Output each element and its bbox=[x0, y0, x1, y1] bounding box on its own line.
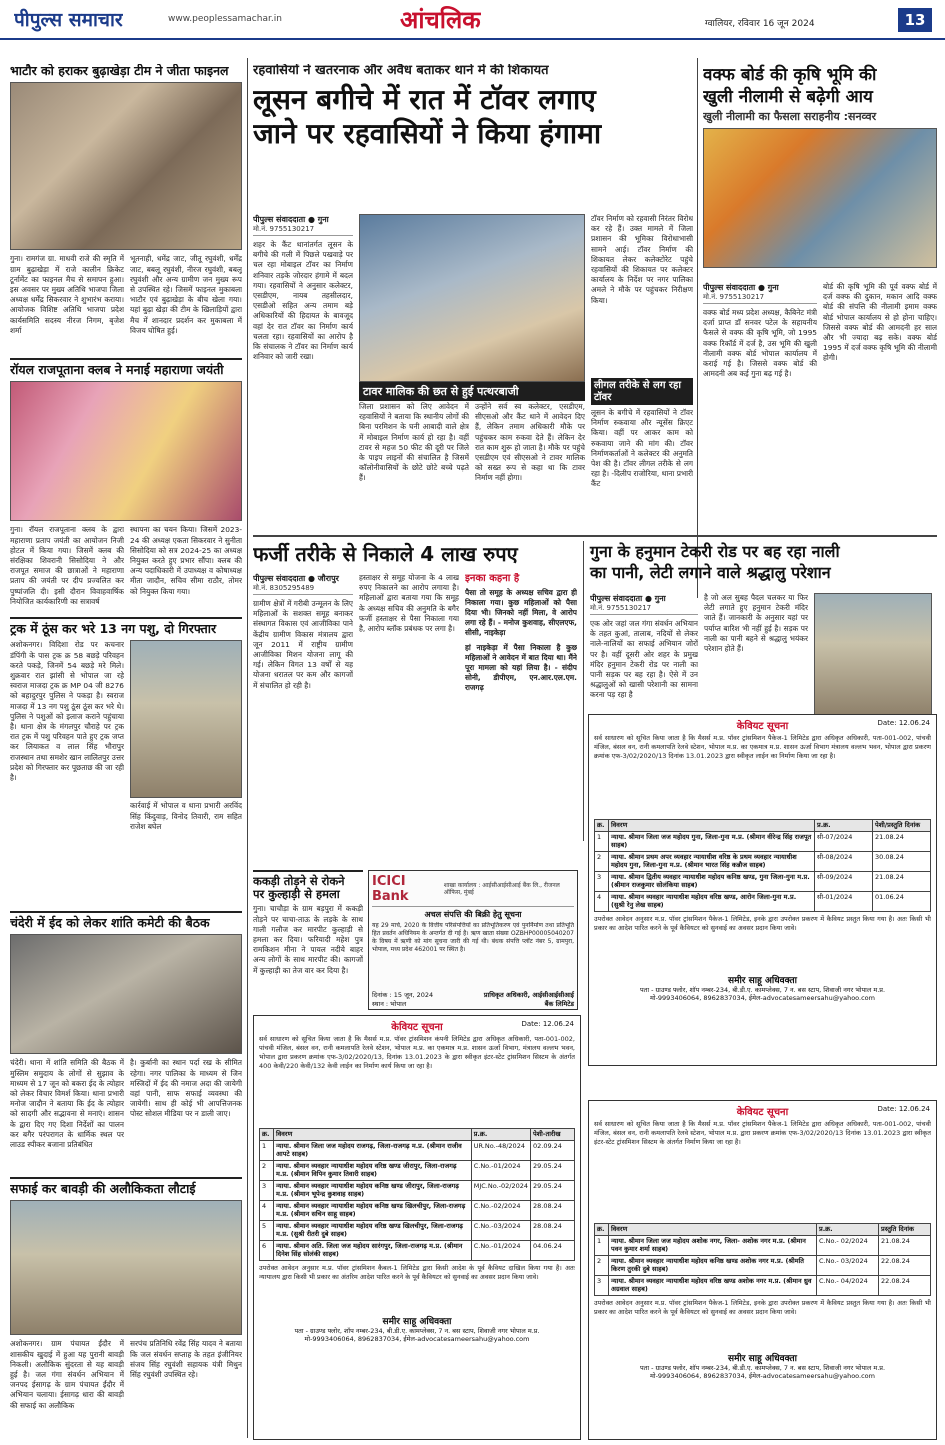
story-body-2: हस्ताक्षर से समूह योजना के 4 लाख रुपए निकालने का आरोप लगाया है। महिलाओं द्वारा बताया गया कि समूह के अध्यक्ष सचिव की अनुमति के बगैर फर्जी हस्ताक्षर से पैसा निकाला गया है, आरोप ब्लॉक प्रबंधक पर लगा है। bbox=[359, 573, 459, 634]
sidebar-legal-tower bbox=[591, 378, 693, 524]
story-body-2: स्थापना का चयन किया। जिसमें 2023-24 की अध्यक्ष एकता सिकरवार ने सुनीता सिसोदिया को सत्र 2024-25 का अध्यक्ष नियुक्त करते हुए प्रभार सौंपा। क्लब की अन्य पदाधिकारी में उपाध्यक्ष व कोषाध्यक्ष मीता जादौन, सचिव सीमा राठौर, तोमर को नियुक्त किया गया। bbox=[130, 525, 242, 596]
photo-police-truck bbox=[130, 640, 242, 798]
notice-title: केवियट सूचना bbox=[736, 721, 789, 732]
notice-intro: सर्व साधारण को सूचित किया जाता है कि मैसर्स म.प्र. पॉवर ट्रांसमिशन पैकेज-1 लिमिटेड द्वारा अधिकृत अधिकारी, पता-001-002, पांचवी मंजिल, बंसल वन, रानी कमलापति रेलवे स्टेशन, भोपाल म.प्र. का एकमात्र म.प्र. शासन ऊर्जा विभाग मंत्रालय वल्लभ भवन, भोपाल द्वारा प्रकरण क्रमांक एफ-3/02/2020/13 दिनांक 13.01.2023 द्वारा स्वीकृत लाईन का निर्माण किया जा रहा है। bbox=[594, 734, 931, 760]
table-row: 2 न्याया. श्रीमान प्रथम अपर व्यवहार न्यायाधीश वरिष्ठ के प्रथम व्यवहार न्यायाधीश महोदय गुना, जिला-गुना म.प्र. (श्रीमान भारत सिंह कन्नौज साहब) सी-08/2024 30.08.24 bbox=[595, 851, 931, 871]
masthead bbox=[0, 0, 945, 40]
lead-body-col1: शहर के कैंट थानांतर्गत लूसन के बगीचे की गली में पिछले पखवाड़े पर चल रहा मोबाइल टॉवर का निर्माण शनिवार तड़के जोरदार हंगामे में बदल गया। रहवासियों ने अनुसार कलेक्टर, एसडीएम, नायब तहसीलदार, एसडीओ सहित अन्य तमाम बड़े अधिकारियों की हिदायत के बावजूद वहां देर रात टॉवर का निर्माण कार्य चलता रहा। रहवासियों का आरोप है कि संचालक ने टॉवर का निर्माण कार्य शनिवार को जारी रखा। bbox=[253, 240, 353, 362]
advocate-address: पता - ग्राउण्ड फ्लोर, शॉप नम्बर-234, बी.डी.ए. कामप्लेक्स, 7 न. बस स्टाप, शिवाजी नगर भोपाल म.प्र. bbox=[639, 985, 886, 994]
headline-line2: का पानी, लेटी लगाने वाले श्रद्धालु परेशान bbox=[590, 563, 831, 582]
col-header: पेशी-तारीख bbox=[531, 1129, 575, 1141]
advocate-contact: मो-9993406064, 8962837034, ईमेल-advocatesameersahu@yahoo.com bbox=[650, 994, 875, 1002]
col-header: क्र. bbox=[260, 1129, 274, 1141]
photo-drain-road bbox=[814, 593, 932, 717]
lead-story-tower bbox=[253, 64, 693, 530]
table-row: 2 न्याया. श्रीमान व्यवहार न्यायाधीश महोदय वरिष्ठ खण्ड जीरापुर, जिला-राजगढ़ म.प्र. (श्रीमान विपिन कुमार तिवारी साहब) C.No.-01/2024 29.05.24 bbox=[260, 1160, 575, 1180]
quote-heading: इनका कहना है bbox=[465, 573, 520, 584]
story-waqf-board bbox=[703, 64, 937, 532]
story-body: वक्फ बोर्ड मध्य प्रदेश अध्यक्ष, कैबिनेट मंत्री दर्जा प्राप्त डॉ सनवर पटेल के सहायनीय फैसले से वक्फ की कृषि भूमि, जो 1995 वक्फ रिकॉर्ड में दर्ज है, उस भूमि की खुली नीलामी वक्फ बोर्ड भोपाल कार्यालय में कराई गई है। जिससे वक्फ बोर्ड की आमदनी अब कई गुना बढ़ गई है। bbox=[703, 308, 817, 379]
table-row: 1 न्याया. श्रीमान जिला जज महोदय राजगढ़, जिला-राजगढ़ म.प्र. (श्रीमान राजीव आपटे साहब) UR.No.-48/2024 02.09.24 bbox=[260, 1140, 575, 1160]
notice-place: स्थान : भोपाल bbox=[372, 1000, 407, 1008]
caveat-table bbox=[594, 819, 931, 912]
lead-body-col2: जिला प्रशासन को लिए आवेदन में रहवासियों ने बताया कि स्थानीय लोगों की बिना परमिशन के घनी आबादी वाले क्षेत्र में मोबाइल निर्माण कार्य हो रहा है। वहीं टावर से महज 50 फीट की दूरी पर जिले के पाइप लाइनों की संचालित है जिसमें कॉलोनीवासियों के छोटे छोटे बच्चे पढ़ते हैं। bbox=[359, 402, 469, 483]
advocate-contact: मो-9993406064, 8962837034, ईमेल-advocatesameersahu@yahoo.com bbox=[304, 1335, 530, 1343]
icici-logo[interactable]: ICICI Bank bbox=[372, 874, 409, 904]
advocate-name: समीर साहू अधिवक्ता bbox=[382, 1316, 452, 1327]
quote-1: पैसा तो समूह के अध्यक्ष सचिव द्वारा ही निकाला गया। कुछ महिलाओं को पैसा दिया भी। जिनको नहीं मिला, वे आरोप लगा रहे हैं। - मनोज कुशवाह, सीएलएफ, सीसी, नाइकेड़ा bbox=[465, 587, 577, 638]
photo-royal-club-group bbox=[10, 381, 242, 521]
notice-body: यह 29 मार्च, 2020 के वित्तीय परिसंपत्तियों का प्रतिभूतिकरण एवं पुनर्निर्माण तथा प्रतिभूति हित प्रवर्तन अधिनियम के अन्तर्गत दी गई है। ऋण खाता संख्या OZBHP00005040207 के विषय में ऋणी को मांग सूचना जारी की गई थी। बंधक संपत्ति प्लॉट नंबर 5, ग्रामपुरा, भोपाल, मध्य प्रदेश 462001 पर स्थित है। bbox=[372, 922, 574, 953]
caveat-table bbox=[259, 1128, 575, 1261]
section-divider bbox=[253, 535, 937, 537]
table-row: 3 न्याया. श्रीमान द्वितीय व्यवहार न्यायाधीश महोदय कनिष्ठ खण्ड, गुना जिला-गुना म.प्र. (श्रीमान राजकुमार सोलंकिया साहब) सी-09/2024 21.08.24 bbox=[595, 871, 931, 891]
notice-title: अचल संपत्ति की बिक्री हेतु सूचना bbox=[424, 910, 522, 919]
headline: रॉयल राजपूताना क्लब ने मनाई महाराणा जयंती bbox=[10, 362, 224, 377]
byline: पीपुल्स संवाददाता ● गुना मो.नं. 9755130217 bbox=[590, 593, 698, 615]
col-header: प्र.क्र. bbox=[471, 1129, 530, 1141]
notice-outro: उपरोक्त आवेदन अनुसार म.प्र. पॉवर ट्रांसमिशन कैबल-1 लिमिटेड द्वारा किसी आदेश के पूर्व कैवियट दाखिल किया गया है। अतः न्यायालय द्वारा किसी भी प्रकार का अंतरिम आदेश पारित करने के पूर्व कैवियटर को सुनवाई का अवसर प्रदान किया जावे। bbox=[259, 1263, 575, 1281]
byline: पीपुल्स संवाददाता ● गुना मो.नं. 9755130217 bbox=[253, 214, 353, 236]
byline: पीपुल्स संवाददाता ● गुना मो.नं. 9755130217 bbox=[703, 282, 817, 304]
headline: भाटौर को हराकर बुढ़ाखेड़ा टीम ने जीता फाइनल bbox=[10, 64, 229, 78]
col-header: प्र.क्र. bbox=[815, 820, 873, 832]
table-row: 1 न्याया. श्रीमान जिला जज महोदय अशोक नगर, जिला- अशोक नगर म.प्र. (श्रीमान पवन कुमार शर्मा साहब) C.No.- 02/2024 21.08.24 bbox=[595, 1235, 931, 1255]
caveat-notice-ashoknagar bbox=[588, 1100, 937, 1440]
photo-cricket-award bbox=[10, 82, 242, 250]
story-body: चंदेरी। थाना में शांति समिति की बैठक में मुस्लिम समुदाय के लोगों से सुझाव के माध्यम से 17 जून को बकरा ईद के त्योहार को लेकर विचार विमर्श किया। थाना प्रभारी मनोज जादौन ने बताया कि ईद के त्योहार को सादगी और सद्भावना से मनाएं। शासन के द्वारा दिए गए दिशा निर्देशों का पालन कर बगैर परंपरागत के धार्मिक स्थल पर लाउड स्पीकर बजाना प्रतिबंधित bbox=[10, 1058, 124, 1149]
left-story-peace-committee bbox=[10, 911, 242, 1173]
page-number: 13 bbox=[898, 8, 932, 32]
left-story-truck bbox=[10, 617, 242, 907]
headline: सफाई कर बावड़ी की अलौकिकता लौटाई bbox=[10, 1181, 196, 1196]
notice-date: Date: 12.06.24 bbox=[877, 719, 930, 727]
story-body: गुना। चाचौड़ा के ग्राम बड़पुरा में ककड़ी तोड़ने पर चाचा-ताऊ के लड़के के साथ गाली गलौज कर मारपीट कुल्हाड़ी से हमला कर दिया। फरियादी महेश पुत्र रामकिशन मीना ने पायल नदीये बाहर अन्य लोगों के साथ मारपीट की। कागजों में कुल्हाड़ी का तेज वार कर दिया है। bbox=[253, 904, 363, 975]
story-body: अशोकनगर। विदिशा रोड पर कचनार डंपिंगी के पास ट्रक क्र 58 बछड़े परिवहन करते पकड़े, जिनमें 54 बछड़े मरे मिले। शुक्रवार रात झांसी से भोपाल जा रहे स्वराज माजदा ट्रक क्र MP 04 जी 8276 को बहादुरपुर पुलिस ने पकड़ा है। स्वराज माजदा में 13 नग पशु ठूंस ठूंस कर भरे थे। पुलिस ने पशुओं को इलाज कराने पहुंचाया है। थाना क्षेत्र के मंगलपुर चौराहे पर ट्रक रात ट्रक में पशु परिवहन पाते हुए ट्रक जप्त कर लियाकत व लाल सिंह भौरापुर राजस्थान तथा समशेर खान लालितपुर उत्तर प्रदेश को गिरफ्तार कर पूछताछ की जा रही है। bbox=[10, 640, 124, 783]
lead-body-col3: उन्होंने सर्व स्व कलेक्टर, एसडीएम, सीएसओ और कैंट थाने में आवेदन दिए हैं, लेकिन तमाम अधिकारी मौके पर पहुंचकर काम रुकवा देते हैं। लेकिन देर रात काम शुरू हो जाता है। मौके पर पहुंचे एसडीएम एवं सीएसओ ने टावर मालिक को सख्त रूप से कहा था कि टावर निर्माण नहीं होगा। bbox=[475, 402, 585, 483]
story-body-2: है जो अल सुबह पैदल चलकर या फिर लेटी लगाते हुए हनुमान टेकरी मंदिर जाते हैं। जानकारी के अनुसार यहां पर पर्याप्त बारिश भी नहीं हुई है। सड़क पर नाली का पानी बहने से श्रद्धालु भयंकर परेशान होते हैं। bbox=[704, 593, 808, 654]
photo-tower-residents bbox=[359, 214, 585, 382]
col-header: पेशी/प्रस्तुति दिनांक bbox=[873, 820, 931, 832]
col-header: विवरण bbox=[274, 1129, 472, 1141]
kicker: रहवासियों ने खतरनाक और अवैध बताकर थाने में की शिकायत bbox=[253, 64, 549, 78]
notice-date: Date: 12.06.24 bbox=[521, 1020, 574, 1028]
caveat-notice-guna bbox=[588, 714, 937, 1066]
table-row: 4 न्याया. श्रीमान व्यवहार न्यायाधीश महोदय वरिष्ठ खण्ड, आरोन जिला-गुना म.प्र. (सुश्री रेनु लेख साहब) सी-01/2024 01.06.24 bbox=[595, 891, 931, 911]
left-story-cricket bbox=[10, 64, 242, 354]
column-rule-right bbox=[697, 58, 698, 598]
left-story-stepwell bbox=[10, 1177, 242, 1439]
headline-line1: ककड़ी तोड़ने से रोकने bbox=[253, 874, 345, 888]
advocate-address: पता - ग्राउण्ड फ्लोर, शॉप नम्बर-234, बी.डी.ए. कामप्लेक्स, 7 न. बस स्टाप, शिवाजी नगर भोपाल म.प्र. bbox=[294, 1326, 540, 1335]
column-rule-left bbox=[247, 58, 248, 1438]
notice-outro: उपरोक्त आवेदन अनुसार म.प्र. पॉवर ट्रांसमिशन पैकेज-1 लिमिटेड, इनके द्वारा उपरोक्त प्रकरण में कैवियट प्रस्तुत किया गया है। अतः किसी भी प्रकार का आदेश पारित करने के पूर्व कैवियटर को सुनवाई का अवसर प्रदान किया जावे। bbox=[594, 1298, 931, 1316]
photo-caption: कार्रवाई में भोपाल व थाना प्रभारी अरविंद सिंह किंदुवाड़, विनोद तिवारी, राम सहित राजेश बघेल bbox=[130, 801, 242, 831]
notice-signatory: प्राधिकृत अधिकारी, आईसीआईसीआई बैंक लिमिटेड bbox=[483, 991, 574, 1008]
story-body-2: है। कुर्बानी का स्थान पर्दा रख के सीमित रहेगा। नगर पालिका के माध्यम से जिन मस्जिदों में ईद की नमाज अदा की जायेगी वहां पानी, साफ सफाई व्यवस्था की जायेगी। साथ ही कोई भी आपत्तिजनक पोस्ट सोशल मीडिया पर न डाली जाए। bbox=[130, 1058, 242, 1119]
story-axe-attack bbox=[253, 870, 363, 1008]
bank-header-note: शाखा कार्यालय : आईसीआईसीआई बैंक लि., रीजनल ऑफिस, मुंबई bbox=[443, 881, 560, 896]
table-row: 2 न्याया. श्रीमान व्यवहार न्यायाधीश महोदय कनिष्ठ खण्ड अशोक नगर म.प्र. (श्रीमति किरण तुरकी दुबे साहब) C.No.- 03/2024 22.08.24 bbox=[595, 1255, 931, 1275]
headline-line1: वक्फ बोर्ड की कृषि भूमि की bbox=[703, 65, 877, 85]
headline: फर्जी तरीके से निकाले 4 लाख रुपए bbox=[253, 542, 518, 566]
notice-outro: उपरोक्त आवेदन अनुसार म.प्र. पॉवर ट्रांसमिशन पैकेज-1 लिमिटेड, इनके द्वारा उपरोक्त प्रकरण में कैवियट प्रस्तुत किया गया है। अतः किसी भी प्रकार का आदेश पारित करने के पूर्व कैवियटर को सुनवाई का अवसर प्रदान किया जावे। bbox=[594, 914, 931, 932]
headline-line2: पर कुल्हाड़ी से हमला bbox=[253, 887, 340, 902]
advocate-contact: मो-9993406064, 8962837034, ईमेल-advocatesameersahu@yahoo.com bbox=[650, 1372, 875, 1380]
col-header: क्र. bbox=[595, 820, 609, 832]
dateline: ग्वालियर, रविवार 16 जून 2024 bbox=[705, 19, 815, 29]
lead-headline-line2: जाने पर रहवासियों ने किया हंगामा bbox=[253, 116, 602, 150]
table-row: 5 न्याया. श्रीमान व्यवहार न्यायाधीश महोदय वरिष्ठ खण्ड खिलचीपुर, जिला-राजगढ़ म.प्र. (सुश्री रीतरी दुबे साहब) C.No.-03/2024 28.08.24 bbox=[260, 1220, 575, 1240]
notice-date: दिनांक : 15 जून, 2024 bbox=[372, 991, 434, 999]
notice-intro: सर्व साधारण को सूचित किया जाता है कि मैसर्स म.प्र. पॉवर ट्रांसमिशन पैकेज-1 लिमिटेड द्वारा अधिकृत अधिकारी, पता-001-002, पांचवी मंजिल, बंसल वन, रानी कमलापति रेलवे स्टेशन, भोपाल म.प्र. द्वारा प्रकरण क्रमांक एफ-3/02/2020/13 दिनांक 13.01.2023 द्वारा स्वीकृत इंटर-स्टेट ट्रांसमिशन सिस्टम के अंतर्गत निर्माण किया जा रहा है। bbox=[594, 1120, 931, 1146]
story-body-2: बोर्ड की कृषि भूमि की पूर्व वक्फ बोर्ड में दर्ज वक्फ की दुकान, मकान आदि वक्फ बोर्ड की संपत्ति की नीलामी इमाम वक्फ बोर्ड भोपाल कार्यालय से हो होना चाहिए। जिससे वक्फ बोर्ड की आमदनी हर साल और भी ज्यादा बढ़ सके। वक्फ बोर्ड 1995 में दर्ज वक्फ कृषि भूमि की नीलामी होगी। bbox=[823, 282, 937, 363]
story-body: गुना। रॉयल राजपूताना क्लब के द्वारा महाराणा प्रताप जयंती का आयोजन निजी होटल में किया गया। जिसमें क्लब की संरक्षिका शिवरानी सिसोदिया ने और राजपूत समाज की छात्राओं ने महाराणा प्रताप की जयंती पर दीप प्रज्वलित कर पुष्पांजलि दी। इसी दौरान विवाहवार्षिक नियोजित कार्यकारिणी का सत्रावर्ष bbox=[10, 525, 124, 606]
col-header: प्र.क्र. bbox=[817, 1224, 879, 1236]
advocate-address: पता - ग्राउण्ड फ्लोर, शॉप नम्बर-234, बी.डी.ए. कामप्लेक्स, 7 न. बस स्टाप, शिवाजी नगर भोपाल म.प्र. bbox=[639, 1363, 886, 1372]
table-row: 3 न्याया. श्रीमान व्यवहार न्यायाधीश महोदय वरिष्ठ खण्ड अशोक नगर म.प्र. (श्रीमान ध्रुव अग्रवाल साहब) C.No.- 04/2024 22.08.24 bbox=[595, 1275, 931, 1295]
col-header: विवरण bbox=[609, 1224, 817, 1236]
table-row: 3 न्याया. श्रीमान व्यवहार न्यायाधीश महोदय कनिष्ठ खण्ड जीरापुर, जिला-राजगढ़ म.प्र. (श्रीमान भूपेन्द्र कुशवाह साहब) MJC.No.-02/2024 29.05.24 bbox=[260, 1180, 575, 1200]
table-row: 6 न्याया. श्रीमान अति. जिला जज महोदय सारंगपुर, जिला-राजगढ़ म.प्र. (श्रीमान दिनेश सिंह सोलंकी साहब) C.No.-01/2024 04.06.24 bbox=[260, 1240, 575, 1260]
section-title: आंचलिक bbox=[400, 6, 481, 34]
caveat-notice-rajgarh bbox=[253, 1015, 581, 1440]
quote-2: हां नाइकेड़ा में पैसा निकाला है कुछ महिलाओं ने आवेदन में बात दिया था। मैंने पूरा मामला को यहां लिया है। - संदीप सोनी, डीपीएम, एन.आर.एल.एम. राजगढ़ bbox=[465, 642, 577, 693]
col-header: क्र. bbox=[595, 1224, 609, 1236]
sidebar-headline: लीगल तरीके से लग रहा टॉवर bbox=[591, 378, 693, 405]
story-body: ग्रामीण क्षेत्रों में गरीबी उन्मूलन के लिए महिलाओं के सशक्त समूह बनाकर संस्थागत विकास एवं आजीविका पाने केंद्रीय ग्रामीण विकास मंत्रालय द्वारा जून 2011 में राष्ट्रीय ग्रामीण आजीविका मिशन योजना लागू की गई। लेकिन विगत 13 वर्षों से यह योजना धरातल पर कम और कागजों में संचालित हो रही है। bbox=[253, 599, 353, 690]
site-url[interactable]: www.peoplessamachar.in bbox=[168, 14, 282, 24]
advocate-name: समीर साहू अधिवक्ता bbox=[728, 975, 797, 986]
advocate-name: समीर साहू अधिवक्ता bbox=[728, 1353, 797, 1364]
left-story-royal-club bbox=[10, 358, 242, 613]
byline: पीपुल्स संवाददाता ● जौरापुर मो.नं. 8305295489 bbox=[253, 573, 353, 595]
table-row: 1 न्याया. श्रीमान जिला जज महोदय गुना, जिला-गुना म.प्र. (श्रीमान वीरेन्द्र सिंह राजपूत साहब) सी-07/2024 21.08.24 bbox=[595, 831, 931, 851]
photo-committee-meeting bbox=[10, 934, 242, 1054]
story-fake-withdrawal bbox=[253, 541, 577, 867]
table-row: 4 न्याया. श्रीमान व्यवहार न्यायाधीश महोदय कनिष्ठ खण्ड खिलचीपुर, जिला-राजगढ़ म.प्र. (श्रीमान सचिन साहू साहब) C.No.-02/2024 28.08.24 bbox=[260, 1200, 575, 1220]
lead-headline-line1: लूसन बगीचे में रात में टॉवर लगाए bbox=[253, 82, 596, 116]
quote-box bbox=[465, 573, 577, 753]
col-header: प्रस्तुति दिनांक bbox=[879, 1224, 931, 1236]
headline-line2: खुली नीलामी से बढ़ेगी आय bbox=[703, 87, 873, 107]
story-body-2: सरपंच प्रतिनिधि रवेंद्र सिंह यादव ने बताया कि जल संवर्धन सप्ताह के तहत इंजीनियर संजय सिंह रघुवंशी सहायक यंत्री मिथुन सिंह रघुवंशी उपस्थित रहे। bbox=[130, 1339, 242, 1379]
headline: चंदेरी में ईद को लेकर शांति कमेटी की बैठक bbox=[10, 915, 210, 930]
headline-line1: गुना के हनुमान टेकरी रोड पर बह रहा नाली bbox=[590, 542, 840, 561]
subhead: खुली नीलामी का फैसला सराहनीय :सनव्वर bbox=[703, 110, 877, 123]
icici-bank-notice bbox=[368, 870, 578, 1010]
lead-body-col4: टॉवर निर्माण को रहवासी निरंतर विरोध कर रहे हैं। उक्त मामले में जिला प्रशासन की भूमिका विरोधाभासी सामने आई। टॉवर निर्माण की शिकायत लेकर कलेक्टोरेट पहुंचे रहवासियों की शिकायत पर कलेक्टर कार्यालय के निर्देश पर नगर पालिका अमले ने मौके पर पहुंचकर निरीक्षण किया। bbox=[591, 214, 693, 305]
sidebar-body: लूसन के बगीचे में रहवासियों ने टॉवर निर्माण रुकवाया और न्यूसेंस क्रिएट किया। वहीं पर आकर काम को रुकवाया जाने की मांग की। टॉवर निर्माणकर्ताओं ने कलेक्टर की अनुमति पेश की है। टॉवर लीगल तरीके से लग रहा है। -दिलीप राजोरिया, थाना प्रभारी कैंट bbox=[591, 408, 693, 489]
photo-waqf-felicitation bbox=[703, 128, 937, 268]
caveat-table bbox=[594, 1223, 931, 1296]
story-body: गुना। रामगंज ग्रा. माधवी राजे की स्मृति में ग्राम बुढ़ाखेड़ा में राजे कालीन क्रिकेट टूर्नामेंट का फाइनल मैच से समापन हुआ। इस अवसर पर मुख्य अतिथि भाजपा जिला अध्यक्ष धर्मेंद्र सिकरवार ने शुभारंभ कराया। आयोजक विशिष्ट अतिथि भाजपा प्रदेश कार्यसमिति सदस्य नीरज निगम, बृजेश शर्मा bbox=[10, 254, 124, 335]
headline: ट्रक में ठूंस कर भरे 13 नग पशु, दो गिरफ्तार bbox=[10, 621, 217, 636]
notice-title: केवियट सूचना bbox=[736, 1107, 789, 1118]
story-body: अशोकनगर। ग्राम पंचायत ईंदौर में शासकीय खुदाई में हुआ यह पुरानी बावड़ी निकली। अलौकिक सुंदरता से यह बावड़ी हुई है। जल गंगा संवर्धन अभियान में जनपद ईसागढ़ के ग्राम पंचायत ईंदौर में अभियान चलाया। ईसागढ़ धारा की बावड़ी की सफाई का अलौकिक bbox=[10, 1339, 124, 1410]
notice-intro: सर्व साधारण को सूचित किया जाता है कि मैसर्स म.प्र. पॉवर ट्रांसमिशन कंपनी लिमिटेड द्वारा अधिकृत अधिकारी, पता-001-002, पांचवी मंजिल, बंसल वन, रानी कमलापति रेलवे स्टेशन, भोपाल म.प्र. का एकमात्र म.प्र. शासन ऊर्जा विभाग, मंत्रालय वल्लभ भवन, भोपाल द्वारा प्रकरण क्रमांक एफ-3/02/2020/13, दिनांक 13.01.2023 के द्वारा स्वीकृत इंटर-स्टेट ट्रांसमिशन सिस्टम के अंतर्गत 400 केवी/220 केवी/132 केवी लाईन का निर्माण कार्य किया जा रहा है। bbox=[259, 1035, 575, 1070]
logo[interactable]: पीपुल्स समाचार bbox=[14, 9, 123, 31]
story-body-2: भूतनाही, धमेंद्र जाट, जीतू रघुवंशी, धर्मेंद्र जाट, बबलू रघुवंशी, नीरज रघुवंशी, बबलू रघुवंशी और अन्य ग्रामीण जन मुख्य रूप से उपस्थित रहे। जिसमें फाइनल मुकाबला भाटौर एवं बुढ़ाखेड़ा के बीच खेला गया। यहां बुढ़ा खेड़ा की टीम के खिलाड़ियों द्वारा मैच में शानदार प्रदर्शन कर मुकाबला में विजय घोषित हुई। bbox=[130, 254, 242, 335]
photo-stepwell bbox=[10, 1200, 242, 1335]
col-header: विवरण bbox=[609, 820, 815, 832]
notice-title: केवियट सूचना bbox=[391, 1022, 443, 1033]
story-body: एक ओर जहां जल गंगा संवर्धन अभियान के तहत कुआं, तालाब, नदियों से लेकर नाले-नालियों का सफाई अभियान जोरों पर है। वहीं दूसरी ओर शहर के प्रमुख मंदिर हनुमान टेकरी रोड पर नाली का पानी सड़क पर बह रहा है। ऐसे में उन श्रद्धालुओं को खासी परेशानी का सामना करना पड़ रहा है bbox=[590, 619, 698, 700]
photo-caption: टावर मालिक की छत से हुई पत्थरबाजी bbox=[359, 382, 585, 401]
notice-date: Date: 12.06.24 bbox=[877, 1105, 930, 1113]
